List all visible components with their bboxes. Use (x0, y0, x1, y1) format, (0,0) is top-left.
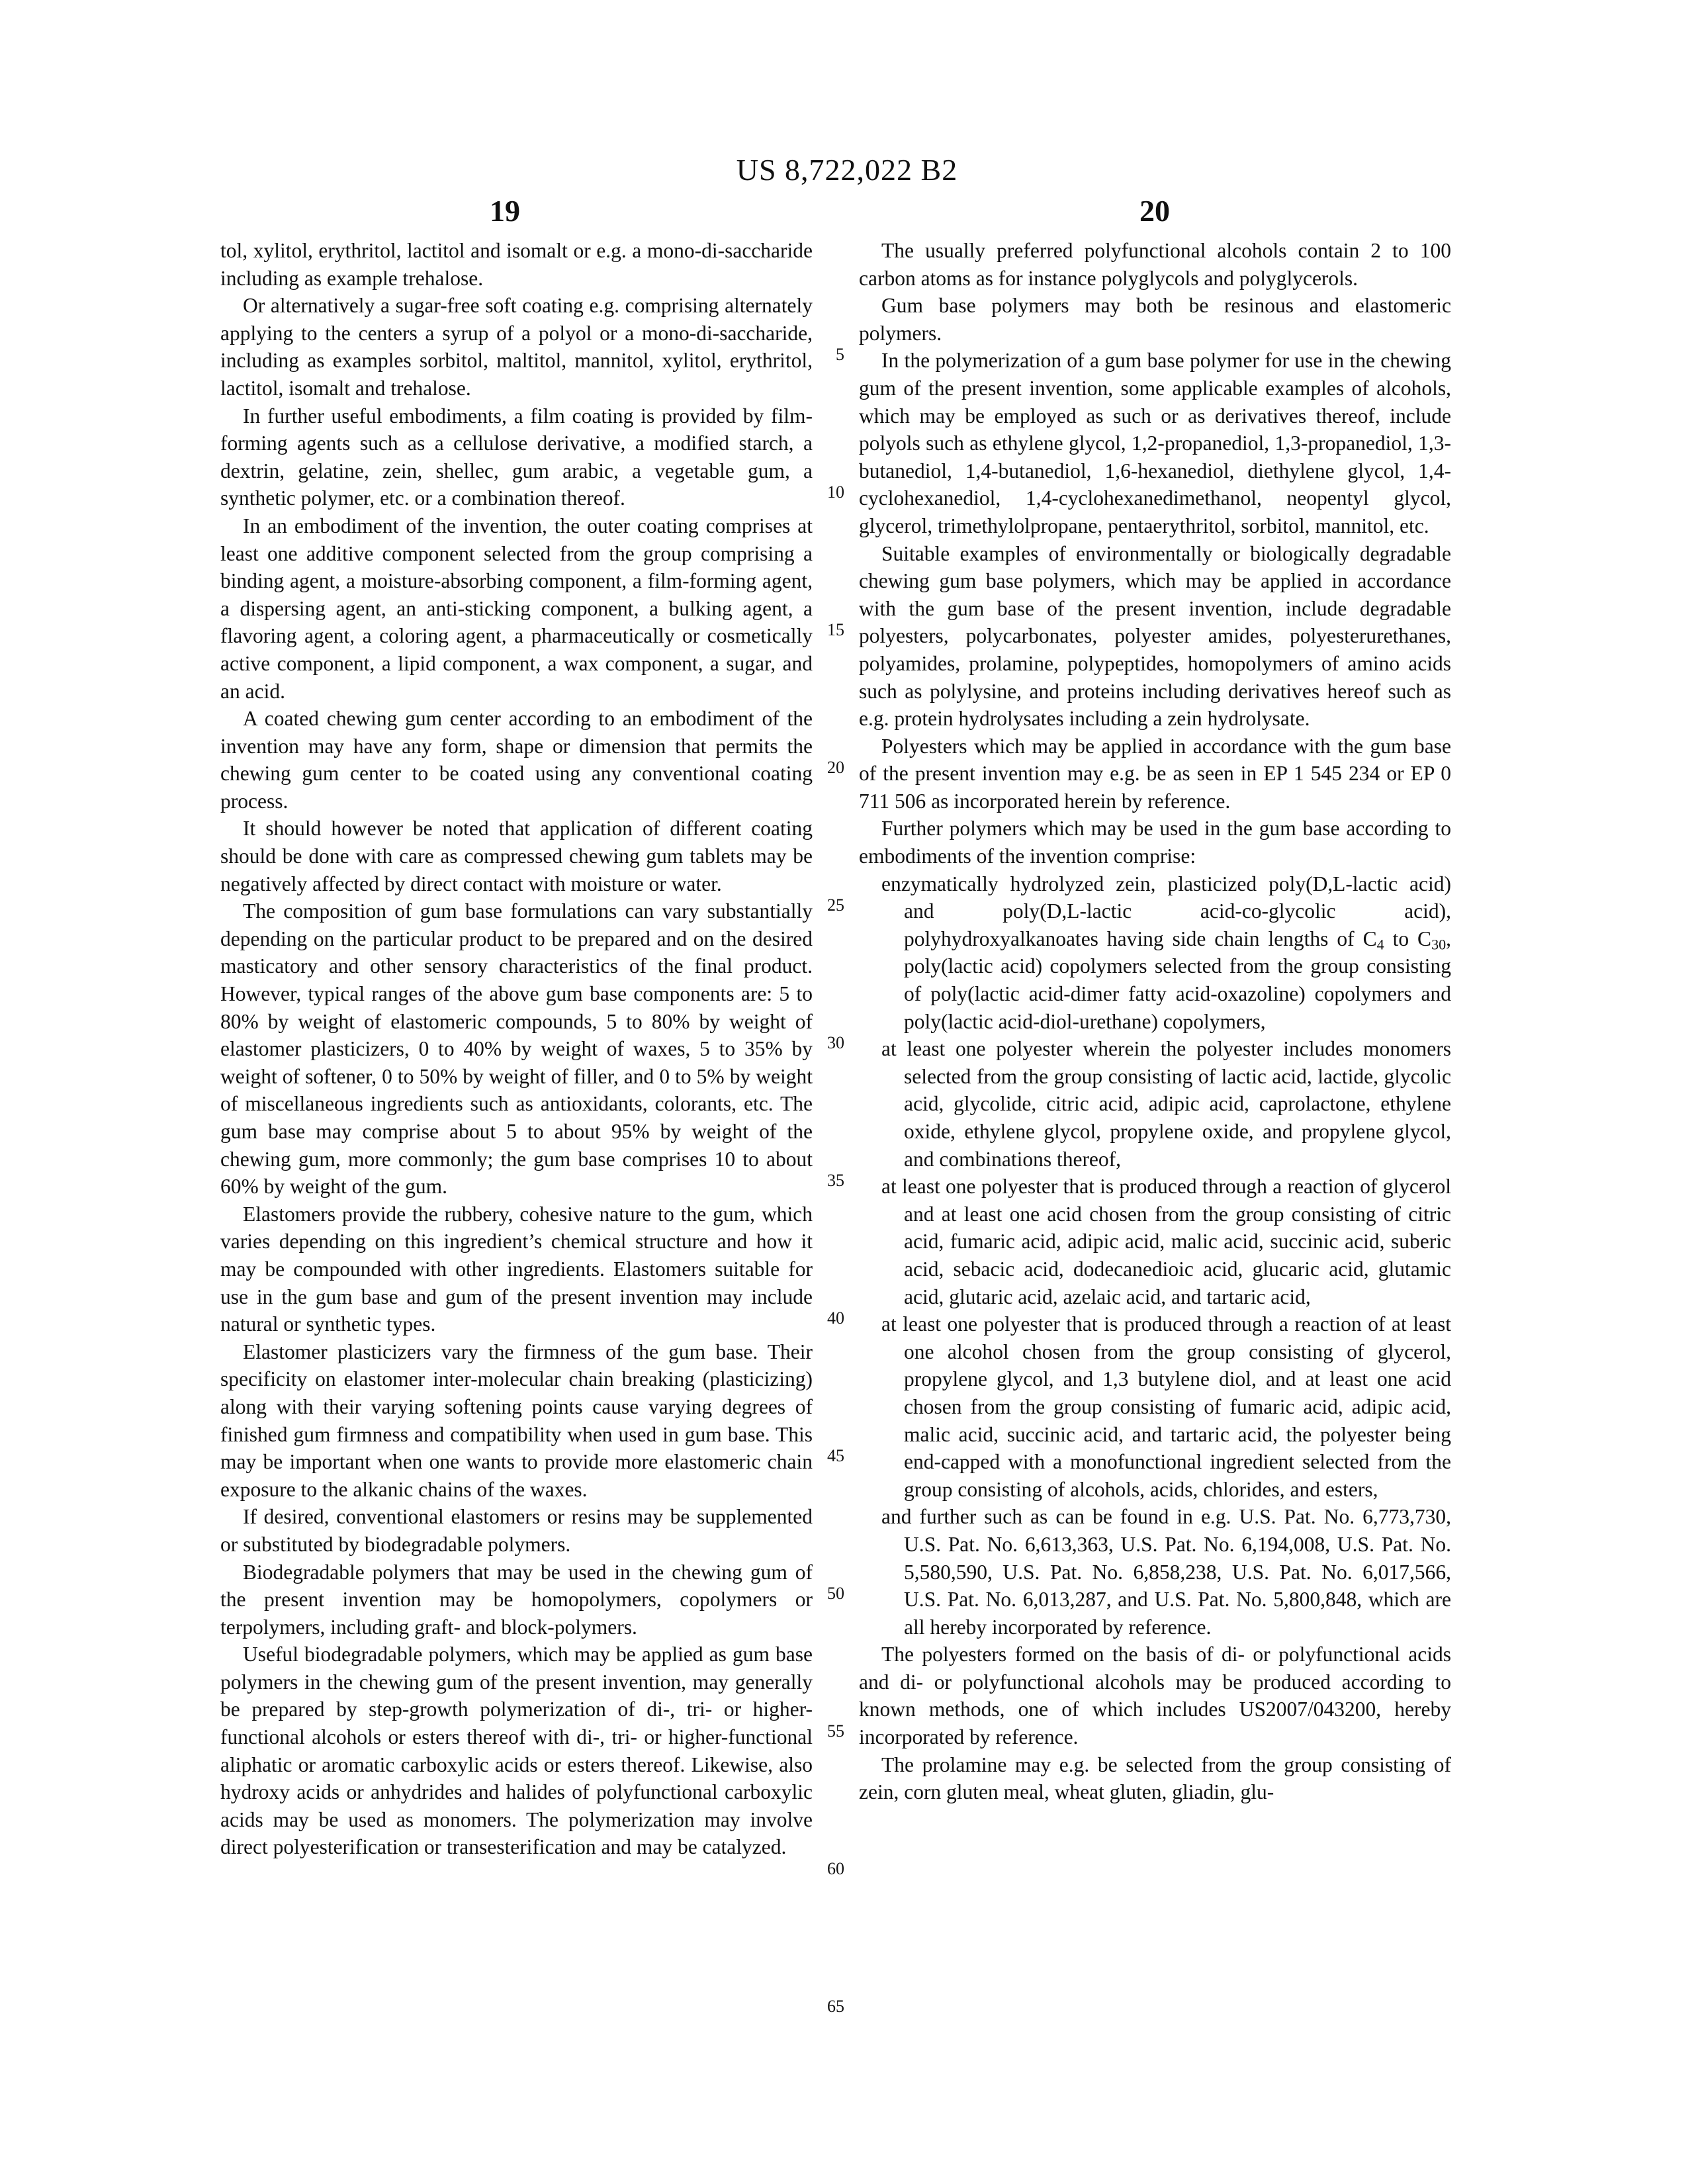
line-number: 60 (827, 1859, 844, 1878)
paragraph: The composition of gum base formulations can vary substantially depending on the particular product to be prepared and on the desired masticatory and other sensory characteristics of the final product. However, typical ranges of the above gum base components are: 5 to 80% by weight of elastomeric compounds, 5 to 80% by weight of elastomer plasticizers, 0 to 40% by weight of waxes, 5 to 35% by weight of softener, 0 to 50% by weight of filler, and 0 to 5% by weight of miscellaneous ingredients such as antioxidants, colorants, etc. The gum base may comprise about 5 to about 95% by weight of the chewing gum, more commonly; the gum base comprises 10 to about 60% by weight of the gum. (220, 899, 813, 1199)
paragraph: Polyesters which may be applied in accordance with the gum base of the present invention may e.g. be as seen in EP 1 545 234 or EP 0 711 506 as incorporated herein by reference. (859, 734, 1451, 813)
line-number: 30 (827, 1033, 844, 1052)
line-number: 50 (827, 1584, 844, 1603)
subscript: 4 (1376, 936, 1384, 953)
list-item: at least one polyester that is produced through a reaction of at least one alcohol chosen from the group consisting of glycerol, propylene glycol, and 1,3 butylene diol, and at least one acid chosen from the group consisting of fumaric acid, adipic acid, malic acid, succinic acid, and tartaric acid, the polyester being end-capped with a monofunctional ingredient selected from the group consisting of alcohols, acids, chlorides, and esters, (881, 1312, 1451, 1501)
paragraph: The usually preferred polyfunctional alcohols contain 2 to 100 carbon atoms as for instance polyglycols and polyglycerols. (859, 239, 1451, 290)
paragraph: The prolamine may e.g. be selected from the group consisting of zein, corn gluten meal, wheat gluten, gliadin, glu- (859, 1752, 1451, 1804)
paragraph: Useful biodegradable polymers, which may be applied as gum base polymers in the chewing gum of the present invention, may generally be prepared by step-growth polymerization of di-, tri- or higher-functional alcohols or esters thereof with di-, tri- or higher-functional aliphatic or aromatic carboxylic acids or esters thereof. Likewise, also hydroxy acids or anhydrides and halides of polyfunctional carboxylic acids may be used as monomers. The polymerization may involve direct polyesterification or transesterification and may be catalyzed. (220, 1643, 813, 1859)
line-number: 40 (827, 1308, 844, 1328)
paragraph: If desired, conventional elastomers or resins may be supplemented or substituted by biodegradable polymers. (220, 1505, 813, 1556)
paragraph: The polyesters formed on the basis of di- or polyfunctional acids and di- or polyfunctional alcohols may be produced according to known methods, one of which includes US2007/043200, hereby incorporated by reference. (859, 1643, 1451, 1749)
right-column (859, 237, 1451, 1806)
paragraph: Suitable examples of environmentally or biologically degradable chewing gum base polymers, which may be applied in accordance with the gum base of the present invention, include degradable polyesters, polycarbonates, polyester amides, polyesterurethanes, polyamides, prolamine, polypeptides, homopolymers of amino acids such as polylysine, and proteins including derivatives hereof such as e.g. protein hydrolysates including a zein hydrolysate. (859, 541, 1451, 731)
paragraph: tol, xylitol, erythritol, lactitol and isomalt or e.g. a mono-di-saccharide including as example trehalose. (220, 239, 813, 290)
paragraph: A coated chewing gum center according to an embodiment of the invention may have any form, shape or dimension that permits the chewing gum center to be coated using any conventional coating process. (220, 707, 813, 813)
paragraph: Biodegradable polymers that may be used in the chewing gum of the present invention may be homopolymers, copolymers or terpolymers, including graft- and block-polymers. (220, 1560, 813, 1639)
paragraph: In the polymerization of a gum base polymer for use in the chewing gum of the present invention, some applicable examples of alcohols, which may be employed as such or as derivatives thereof, include polyols such as ethylene glycol, 1,2-propanediol, 1,3-propanediol, 1,3-butanediol, 1,4-butanediol, 1,6-hexanediol, diethylene glycol, 1,4-cyclohexanediol, 1,4-cyclohexanedimethanol, neopentyl glycol, glycerol, trimethylolpropane, pentaerythritol, sorbitol, mannitol, etc. (859, 349, 1451, 537)
list-item (859, 870, 1451, 1036)
zein-text-b: to C (1384, 927, 1432, 950)
line-number: 15 (827, 620, 844, 639)
line-number-gutter (818, 0, 844, 2184)
line-number: 45 (827, 1446, 844, 1465)
line-number: 20 (827, 758, 844, 777)
line-number: 65 (827, 1997, 844, 2016)
page-number-left: 19 (490, 194, 520, 228)
line-number: 55 (827, 1721, 844, 1741)
list-item: at least one polyester wherein the polyester includes monomers selected from the group consisting of lactic acid, lactide, glycolic acid, glycolide, citric acid, adipic acid, caprolactone, ethylene oxide, ethylene glycol, propylene oxide, and propylene glycol, and combinations thereof, (881, 1037, 1451, 1171)
patent-number: US 8,722,022 B2 (736, 153, 958, 187)
paragraph: In further useful embodiments, a film coating is provided by film-forming agents such as a cellulose derivative, a modified starch, a dextrin, gelatine, zein, shellec, gum arabic, a vegetable gum, a synthetic polymer, etc. or a combination thereof. (220, 404, 813, 510)
line-number: 25 (827, 895, 844, 915)
line-number: 10 (827, 482, 844, 502)
subscript: 30 (1431, 936, 1447, 953)
paragraph: Elastomer plasticizers vary the firmness of the gum base. Their specificity on elastomer inter-molecular chain breaking (plasticizing) along with their varying softening points cause varying degrees of finished gum firmness and compatibility when used in gum base. This may be important when one wants to provide more elastomeric chain exposure to the alkanic chains of the waxes. (220, 1340, 813, 1501)
left-column (220, 237, 813, 1861)
line-number: 35 (827, 1171, 844, 1190)
paragraph: Or alternatively a sugar-free soft coating e.g. comprising alternately applying to the centers a syrup of a polyol or a mono-di-saccharide, including as examples sorbitol, maltitol, mannitol, xylitol, erythritol, lactitol, isomalt and trehalose. (220, 294, 813, 400)
list-item: and further such as can be found in e.g. U.S. Pat. No. 6,773,730, U.S. Pat. No. 6,613,363, U.S. Pat. No. 6,194,008, U.S. Pat. No. 5,580,590, U.S. Pat. No. 6,858,238, U.S. Pat. No. 6,017,566, U.S. Pat. No. 6,013,287, and U.S. Pat. No. 5,800,848, which are all hereby incorporated by reference. (881, 1505, 1451, 1639)
paragraph: Elastomers provide the rubbery, cohesive nature to the gum, which varies depending on this ingredient’s chemical structure and how it may be compounded with other ingredients. Elastomers suitable for use in the gum base and gum of the present invention may include natural or synthetic types. (220, 1202, 813, 1336)
paragraph: In an embodiment of the invention, the outer coating comprises at least one additive component selected from the group comprising a binding agent, a moisture-absorbing component, a film-forming agent, a dispersing agent, an anti-sticking component, a bulking agent, a flavoring agent, a coloring agent, a pharmaceutically or cosmetically active component, a lipid component, a wax component, a sugar, and an acid. (220, 514, 813, 703)
paragraph: It should however be noted that application of different coating should be done with care as compressed chewing gum tablets may be negatively affected by direct contact with moisture or water. (220, 817, 813, 895)
list-item: at least one polyester that is produced through a reaction of glycerol and at least one acid chosen from the group consisting of citric acid, fumaric acid, adipic acid, malic acid, succinic acid, suberic acid, sebacic acid, dodecanedioic acid, glucaric acid, glutamic acid, glutaric acid, azelaic acid, and tartaric acid, (881, 1175, 1451, 1308)
paragraph: Further polymers which may be used in the gum base according to embodiments of the invention comprise: (859, 817, 1451, 868)
page-number-right: 20 (1139, 194, 1170, 228)
paragraph: Gum base polymers may both be resinous and elastomeric polymers. (859, 294, 1451, 345)
zein-text-a: enzymatically hydrolyzed zein, plasticized poly(D,L-lactic acid) and poly(D,L-lactic acid-co-glycolic acid), polyhydroxyalkanoates having side chain lengths of C (881, 872, 1451, 950)
zein-text-c: , poly(lactic acid) copolymers selected from the group consisting of poly(lactic acid-dimer fatty acid-oxazoline) copolymers and poly(lactic acid-diol-urethane) copolymers, (904, 927, 1451, 1033)
line-number: 5 (836, 345, 844, 364)
